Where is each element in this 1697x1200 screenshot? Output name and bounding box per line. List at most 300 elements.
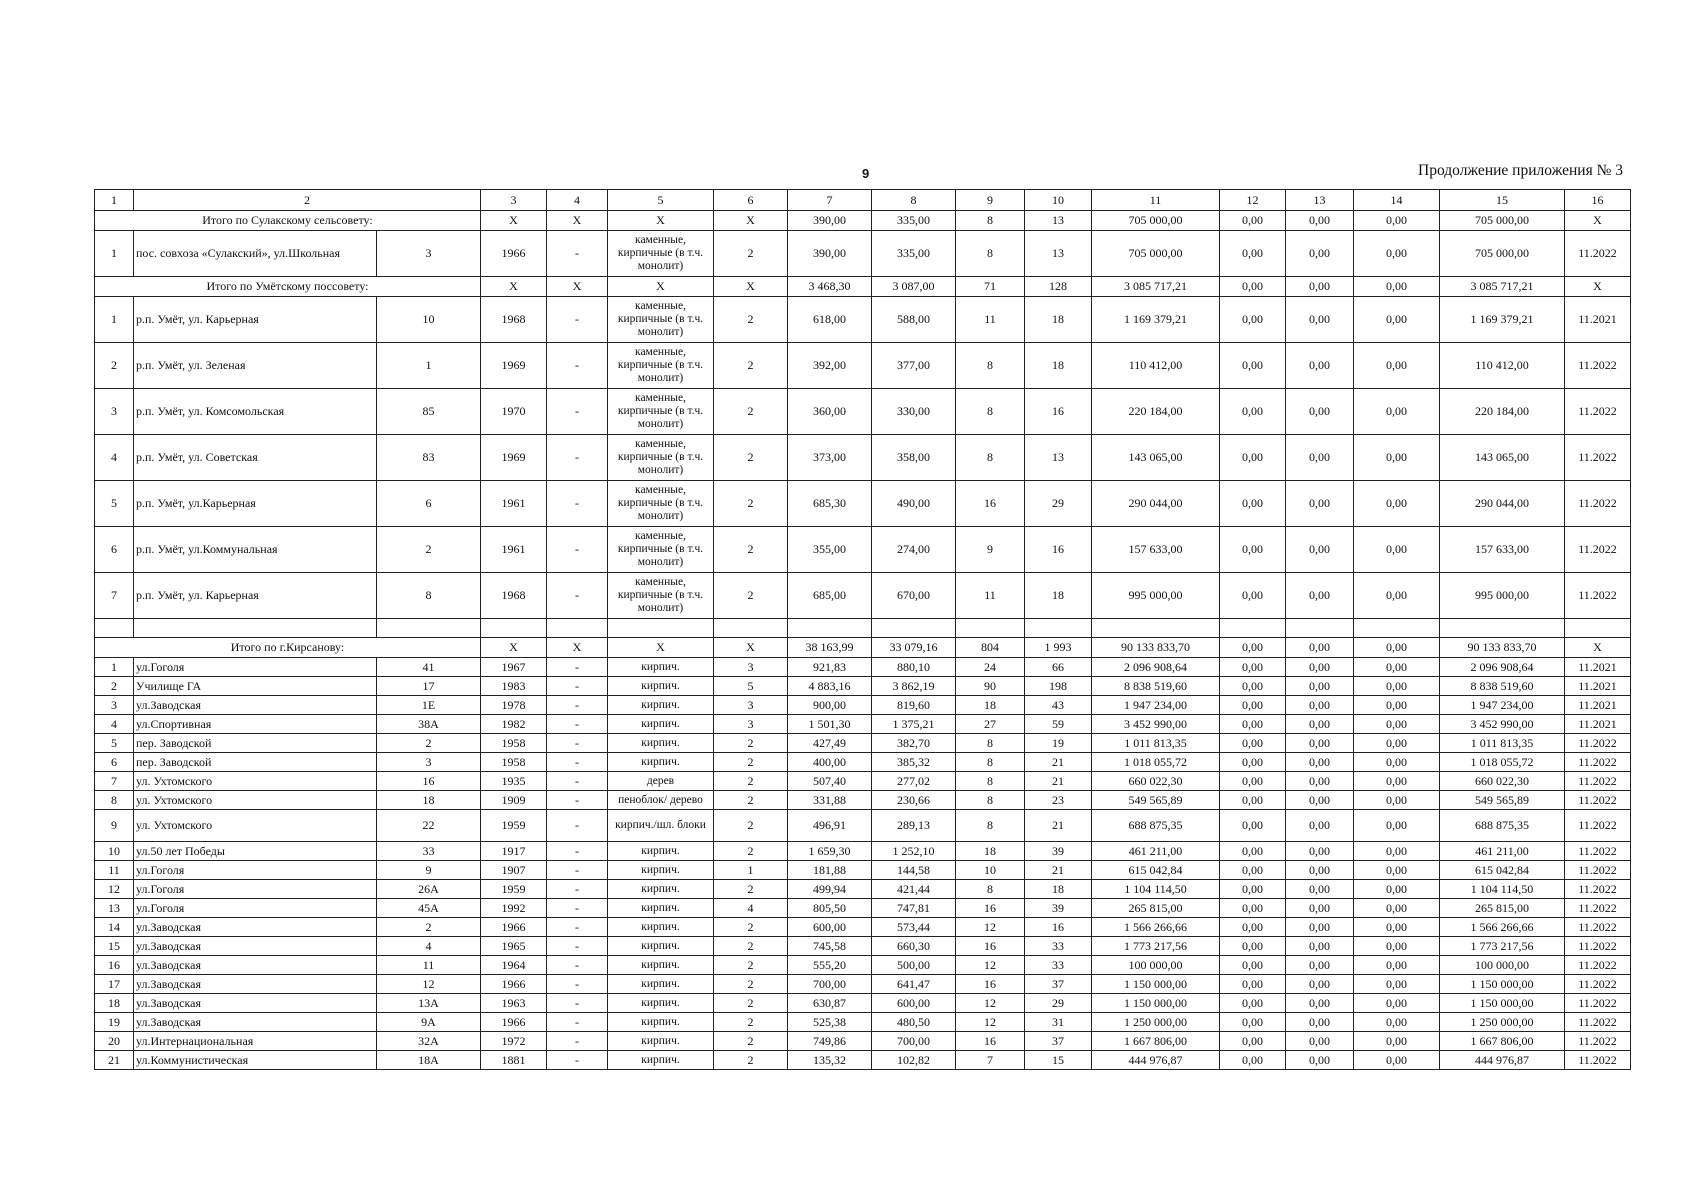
table-cell: 0,00 bbox=[1286, 231, 1354, 277]
table-cell: 11.2022 bbox=[1565, 994, 1631, 1013]
year-cell: 1958 bbox=[481, 753, 547, 772]
subtotal-value: X bbox=[1565, 277, 1631, 297]
table-cell: 0,00 bbox=[1286, 1051, 1354, 1070]
table-cell: 0,00 bbox=[1220, 734, 1286, 753]
table-cell: 16 bbox=[956, 899, 1025, 918]
table-row bbox=[95, 772, 1631, 791]
table-cell: 29 bbox=[1025, 994, 1092, 1013]
table-cell: 0,00 bbox=[1354, 677, 1440, 696]
subtotal-value: X bbox=[714, 211, 788, 231]
table-cell: 0,00 bbox=[1220, 956, 1286, 975]
house-number-cell: 2 bbox=[377, 918, 481, 937]
table-cell: 2 bbox=[714, 1051, 788, 1070]
table-cell: 3 452 990,00 bbox=[1092, 715, 1220, 734]
table-cell: 1 169 379,21 bbox=[1440, 297, 1565, 343]
table-cell: 0,00 bbox=[1354, 918, 1440, 937]
table-cell: 12 bbox=[956, 956, 1025, 975]
table-cell: 0,00 bbox=[1354, 389, 1440, 435]
table-cell: 2 bbox=[714, 1032, 788, 1051]
table-cell: 330,00 bbox=[872, 389, 956, 435]
table-cell: 11.2022 bbox=[1565, 791, 1631, 810]
table-cell: 588,00 bbox=[872, 297, 956, 343]
table-cell: 0,00 bbox=[1354, 842, 1440, 861]
table-cell: 18 bbox=[1025, 343, 1092, 389]
table-cell: 0,00 bbox=[1220, 231, 1286, 277]
blank-cell bbox=[1286, 619, 1354, 638]
column-number: 1 bbox=[95, 190, 134, 211]
table-cell: 549 565,89 bbox=[1092, 791, 1220, 810]
table-cell: 110 412,00 bbox=[1440, 343, 1565, 389]
table-cell: 421,44 bbox=[872, 880, 956, 899]
table-cell: 2 bbox=[714, 389, 788, 435]
column-number: 8 bbox=[872, 190, 956, 211]
housing-table bbox=[94, 189, 1631, 1070]
house-number-cell: 2 bbox=[377, 527, 481, 573]
table-cell: 37 bbox=[1025, 975, 1092, 994]
year-cell: 1978 bbox=[481, 696, 547, 715]
column-number: 5 bbox=[608, 190, 714, 211]
year-cell: 1970 bbox=[481, 389, 547, 435]
blank-cell bbox=[956, 619, 1025, 638]
table-row bbox=[95, 861, 1631, 880]
table-cell: 1 250 000,00 bbox=[1092, 1013, 1220, 1032]
subtotal-value: 13 bbox=[1025, 211, 1092, 231]
table-cell: 143 065,00 bbox=[1440, 435, 1565, 481]
subtotal-value: X bbox=[714, 277, 788, 297]
row-number: 7 bbox=[95, 772, 134, 791]
row-number: 21 bbox=[95, 1051, 134, 1070]
table-cell: 0,00 bbox=[1354, 696, 1440, 715]
table-cell: 11.2021 bbox=[1565, 677, 1631, 696]
year-cell: 1959 bbox=[481, 880, 547, 899]
subtotal-value: X bbox=[1565, 638, 1631, 658]
table-row bbox=[95, 1013, 1631, 1032]
table-cell: 11.2021 bbox=[1565, 696, 1631, 715]
table-row bbox=[95, 956, 1631, 975]
column-number: 15 bbox=[1440, 190, 1565, 211]
table-cell: 0,00 bbox=[1286, 389, 1354, 435]
address-cell: ул.Заводская bbox=[134, 918, 377, 937]
table-cell: 660,30 bbox=[872, 937, 956, 956]
table-cell: 12 bbox=[956, 1013, 1025, 1032]
address-cell: р.п. Умёт, ул. Карьерная bbox=[134, 573, 377, 619]
table-cell: 11.2022 bbox=[1565, 899, 1631, 918]
table-cell: 2 096 908,64 bbox=[1440, 658, 1565, 677]
year-cell: 1966 bbox=[481, 1013, 547, 1032]
table-cell: 8 838 519,60 bbox=[1440, 677, 1565, 696]
table-cell: 444 976,87 bbox=[1440, 1051, 1565, 1070]
subtotal-value: X bbox=[547, 638, 608, 658]
table-cell: 660 022,30 bbox=[1092, 772, 1220, 791]
table-cell: 0,00 bbox=[1286, 810, 1354, 842]
material-cell: каменные, кирпичные (в т.ч. монолит) bbox=[608, 389, 714, 435]
table-row bbox=[95, 297, 1631, 343]
table-cell: 0,00 bbox=[1220, 1051, 1286, 1070]
table-cell: 0,00 bbox=[1286, 861, 1354, 880]
year-cell: 1966 bbox=[481, 975, 547, 994]
table-row bbox=[95, 1032, 1631, 1051]
address-cell: ул.Гоголя bbox=[134, 861, 377, 880]
table-cell: 11.2022 bbox=[1565, 842, 1631, 861]
table-cell: - bbox=[547, 861, 608, 880]
subtotal-row bbox=[95, 211, 1631, 231]
row-number: 13 bbox=[95, 899, 134, 918]
address-cell: ул.Заводская bbox=[134, 696, 377, 715]
subtotal-value: 804 bbox=[956, 638, 1025, 658]
table-cell: 3 bbox=[714, 658, 788, 677]
subtotal-value: 0,00 bbox=[1286, 277, 1354, 297]
material-cell: кирпич. bbox=[608, 994, 714, 1013]
table-cell: 0,00 bbox=[1354, 861, 1440, 880]
table-cell: 688 875,35 bbox=[1440, 810, 1565, 842]
table-cell: 11.2022 bbox=[1565, 481, 1631, 527]
table-cell: 1 659,30 bbox=[788, 842, 872, 861]
table-cell: - bbox=[547, 994, 608, 1013]
table-cell: 0,00 bbox=[1286, 343, 1354, 389]
subtotal-value: 0,00 bbox=[1220, 638, 1286, 658]
material-cell: кирпич. bbox=[608, 696, 714, 715]
row-number: 5 bbox=[95, 481, 134, 527]
table-cell: 641,47 bbox=[872, 975, 956, 994]
table-cell: 144,58 bbox=[872, 861, 956, 880]
table-cell: 16 bbox=[1025, 918, 1092, 937]
row-number: 2 bbox=[95, 677, 134, 696]
table-cell: 100 000,00 bbox=[1092, 956, 1220, 975]
table-cell: 0,00 bbox=[1286, 1013, 1354, 1032]
table-cell: 1 150 000,00 bbox=[1440, 975, 1565, 994]
table-cell: 110 412,00 bbox=[1092, 343, 1220, 389]
house-number-cell: 85 bbox=[377, 389, 481, 435]
table-cell: 377,00 bbox=[872, 343, 956, 389]
table-cell: - bbox=[547, 899, 608, 918]
address-cell: пос. совхоза «Сулакский», ул.Школьная bbox=[134, 231, 377, 277]
table-cell: 220 184,00 bbox=[1440, 389, 1565, 435]
subtotal-value: 3 087,00 bbox=[872, 277, 956, 297]
table-cell: 2 bbox=[714, 810, 788, 842]
table-cell: 0,00 bbox=[1286, 297, 1354, 343]
subtotal-value: 33 079,16 bbox=[872, 638, 956, 658]
table-cell: 13 bbox=[1025, 231, 1092, 277]
year-cell: 1959 bbox=[481, 810, 547, 842]
row-number: 6 bbox=[95, 753, 134, 772]
table-cell: 819,60 bbox=[872, 696, 956, 715]
house-number-cell: 17 bbox=[377, 677, 481, 696]
table-cell: 0,00 bbox=[1220, 937, 1286, 956]
table-cell: 290 044,00 bbox=[1092, 481, 1220, 527]
table-cell: 2 bbox=[714, 231, 788, 277]
table-cell: 0,00 bbox=[1220, 975, 1286, 994]
table-cell: 3 bbox=[714, 715, 788, 734]
row-number: 3 bbox=[95, 696, 134, 715]
blank-row bbox=[95, 619, 1631, 638]
table-cell: 1 104 114,50 bbox=[1440, 880, 1565, 899]
table-cell: 0,00 bbox=[1286, 435, 1354, 481]
table-cell: 1 501,30 bbox=[788, 715, 872, 734]
continuation-title: Продолжение приложения № 3 bbox=[1418, 162, 1623, 179]
subtotal-value: 3 085 717,21 bbox=[1092, 277, 1220, 297]
material-cell: кирпич. bbox=[608, 975, 714, 994]
table-cell: 39 bbox=[1025, 842, 1092, 861]
table-cell: 0,00 bbox=[1286, 677, 1354, 696]
table-cell: 11.2022 bbox=[1565, 435, 1631, 481]
table-cell: 3 452 990,00 bbox=[1440, 715, 1565, 734]
table-cell: 19 bbox=[1025, 734, 1092, 753]
table-cell: 573,44 bbox=[872, 918, 956, 937]
table-cell: 507,40 bbox=[788, 772, 872, 791]
table-row bbox=[95, 435, 1631, 481]
table-row bbox=[95, 658, 1631, 677]
subtotal-label: Итого по Сулакскому сельсовету: bbox=[95, 211, 481, 231]
table-cell: - bbox=[547, 715, 608, 734]
table-row bbox=[95, 573, 1631, 619]
row-number: 2 bbox=[95, 343, 134, 389]
table-cell: 0,00 bbox=[1220, 918, 1286, 937]
table-cell: 700,00 bbox=[872, 1032, 956, 1051]
table-cell: 444 976,87 bbox=[1092, 1051, 1220, 1070]
row-number: 6 bbox=[95, 527, 134, 573]
table-cell: 670,00 bbox=[872, 573, 956, 619]
table-cell: 265 815,00 bbox=[1440, 899, 1565, 918]
table-cell: 15 bbox=[1025, 1051, 1092, 1070]
house-number-cell: 13А bbox=[377, 994, 481, 1013]
table-cell: 8 bbox=[956, 791, 1025, 810]
table-cell: 0,00 bbox=[1220, 677, 1286, 696]
table-row bbox=[95, 734, 1631, 753]
table-cell: 230,66 bbox=[872, 791, 956, 810]
table-cell: 0,00 bbox=[1286, 975, 1354, 994]
row-number: 1 bbox=[95, 231, 134, 277]
subtotal-value: 71 bbox=[956, 277, 1025, 297]
table-cell: 1 375,21 bbox=[872, 715, 956, 734]
table-cell: 615 042,84 bbox=[1440, 861, 1565, 880]
subtotal-value: 1 993 bbox=[1025, 638, 1092, 658]
table-cell: 16 bbox=[956, 975, 1025, 994]
material-cell: кирпич. bbox=[608, 734, 714, 753]
material-cell: кирпич. bbox=[608, 918, 714, 937]
year-cell: 1964 bbox=[481, 956, 547, 975]
column-number: 7 bbox=[788, 190, 872, 211]
material-cell: каменные, кирпичные (в т.ч. монолит) bbox=[608, 481, 714, 527]
table-cell: 2 bbox=[714, 343, 788, 389]
subtotal-label: Итого по г.Кирсанову: bbox=[95, 638, 481, 658]
address-cell: пер. Заводской bbox=[134, 753, 377, 772]
subtotal-value: X bbox=[481, 277, 547, 297]
subtotal-row bbox=[95, 277, 1631, 297]
table-cell: 1 018 055,72 bbox=[1440, 753, 1565, 772]
table-cell: 8 bbox=[956, 734, 1025, 753]
table-cell: 0,00 bbox=[1354, 975, 1440, 994]
table-cell: 265 815,00 bbox=[1092, 899, 1220, 918]
table-cell: 0,00 bbox=[1220, 389, 1286, 435]
house-number-cell: 3 bbox=[377, 753, 481, 772]
table-cell: 5 bbox=[714, 677, 788, 696]
house-number-cell: 9А bbox=[377, 1013, 481, 1032]
table-cell: 2 bbox=[714, 842, 788, 861]
table-cell: 0,00 bbox=[1286, 658, 1354, 677]
address-cell: ул.Заводская bbox=[134, 956, 377, 975]
row-number: 3 bbox=[95, 389, 134, 435]
address-cell: р.п. Умёт, ул.Карьерная bbox=[134, 481, 377, 527]
table-cell: 2 bbox=[714, 994, 788, 1013]
subtotal-value: X bbox=[481, 211, 547, 231]
table-cell: 21 bbox=[1025, 772, 1092, 791]
address-cell: ул.Гоголя bbox=[134, 658, 377, 677]
table-cell: 1 947 234,00 bbox=[1440, 696, 1565, 715]
subtotal-value: 0,00 bbox=[1286, 211, 1354, 231]
table-row bbox=[95, 677, 1631, 696]
table-cell: 525,38 bbox=[788, 1013, 872, 1032]
subtotal-value: 3 468,30 bbox=[788, 277, 872, 297]
table-cell: 496,91 bbox=[788, 810, 872, 842]
blank-cell bbox=[377, 619, 481, 638]
year-cell: 1992 bbox=[481, 899, 547, 918]
table-cell: - bbox=[547, 343, 608, 389]
table-cell: 11.2021 bbox=[1565, 658, 1631, 677]
table-cell: 0,00 bbox=[1220, 527, 1286, 573]
table-cell: 0,00 bbox=[1354, 753, 1440, 772]
table-row bbox=[95, 937, 1631, 956]
table-cell: 0,00 bbox=[1354, 1032, 1440, 1051]
table-cell: 12 bbox=[956, 918, 1025, 937]
row-number: 15 bbox=[95, 937, 134, 956]
table-cell: 11.2022 bbox=[1565, 810, 1631, 842]
table-cell: 2 bbox=[714, 527, 788, 573]
table-cell: 1 773 217,56 bbox=[1440, 937, 1565, 956]
table-cell: 0,00 bbox=[1220, 880, 1286, 899]
table-cell: 2 bbox=[714, 1013, 788, 1032]
table-cell: 921,83 bbox=[788, 658, 872, 677]
table-cell: 2 bbox=[714, 734, 788, 753]
table-cell: 0,00 bbox=[1286, 1032, 1354, 1051]
address-cell: ул.50 лет Победы bbox=[134, 842, 377, 861]
table-cell: 277,02 bbox=[872, 772, 956, 791]
table-cell: - bbox=[547, 297, 608, 343]
house-number-cell: 12 bbox=[377, 975, 481, 994]
table-cell: 33 bbox=[1025, 937, 1092, 956]
table-cell: 745,58 bbox=[788, 937, 872, 956]
table-row bbox=[95, 918, 1631, 937]
table-cell: 600,00 bbox=[788, 918, 872, 937]
table-cell: 11.2022 bbox=[1565, 389, 1631, 435]
year-cell: 1961 bbox=[481, 527, 547, 573]
subtotal-value: X bbox=[608, 211, 714, 231]
table-cell: 23 bbox=[1025, 791, 1092, 810]
table-cell: 427,49 bbox=[788, 734, 872, 753]
column-number: 12 bbox=[1220, 190, 1286, 211]
column-number: 13 bbox=[1286, 190, 1354, 211]
address-cell: ул.Интернациональная bbox=[134, 1032, 377, 1051]
material-cell: каменные, кирпичные (в т.ч. монолит) bbox=[608, 527, 714, 573]
row-number: 1 bbox=[95, 297, 134, 343]
table-cell: 490,00 bbox=[872, 481, 956, 527]
table-cell: 1 250 000,00 bbox=[1440, 1013, 1565, 1032]
table-cell: 59 bbox=[1025, 715, 1092, 734]
year-cell: 1917 bbox=[481, 842, 547, 861]
subtotal-value: 0,00 bbox=[1286, 638, 1354, 658]
table-cell: 995 000,00 bbox=[1092, 573, 1220, 619]
address-cell: р.п. Умёт, ул. Комсомольская bbox=[134, 389, 377, 435]
table-cell: 11.2022 bbox=[1565, 772, 1631, 791]
table-row bbox=[95, 753, 1631, 772]
table-cell: - bbox=[547, 1032, 608, 1051]
table-cell: 0,00 bbox=[1286, 956, 1354, 975]
table-cell: 0,00 bbox=[1286, 715, 1354, 734]
material-cell: кирпич. bbox=[608, 1013, 714, 1032]
address-cell: ул.Коммунистическая bbox=[134, 1051, 377, 1070]
blank-cell bbox=[788, 619, 872, 638]
year-cell: 1966 bbox=[481, 918, 547, 937]
table-cell: 749,86 bbox=[788, 1032, 872, 1051]
table-cell: 555,20 bbox=[788, 956, 872, 975]
table-cell: 461 211,00 bbox=[1440, 842, 1565, 861]
address-cell: р.п. Умёт, ул. Советская bbox=[134, 435, 377, 481]
table-cell: 0,00 bbox=[1220, 810, 1286, 842]
table-cell: 2 bbox=[714, 918, 788, 937]
table-cell: 2 bbox=[714, 937, 788, 956]
table-cell: 4 883,16 bbox=[788, 677, 872, 696]
table-cell: 9 bbox=[956, 527, 1025, 573]
table-cell: 700,00 bbox=[788, 975, 872, 994]
table-cell: 1 bbox=[714, 861, 788, 880]
table-cell: 331,88 bbox=[788, 791, 872, 810]
table-cell: 2 bbox=[714, 573, 788, 619]
table-cell: 0,00 bbox=[1220, 772, 1286, 791]
address-cell: ул.Заводская bbox=[134, 1013, 377, 1032]
table-cell: 0,00 bbox=[1354, 734, 1440, 753]
table-cell: 1 667 806,00 bbox=[1092, 1032, 1220, 1051]
subtotal-value: 8 bbox=[956, 211, 1025, 231]
address-cell: ул.Заводская bbox=[134, 937, 377, 956]
table-cell: 382,70 bbox=[872, 734, 956, 753]
table-cell: 0,00 bbox=[1286, 937, 1354, 956]
table-cell: 705 000,00 bbox=[1440, 231, 1565, 277]
table-cell: - bbox=[547, 481, 608, 527]
table-cell: 0,00 bbox=[1220, 573, 1286, 619]
address-cell: ул.Гоголя bbox=[134, 899, 377, 918]
table-cell: 66 bbox=[1025, 658, 1092, 677]
table-cell: 400,00 bbox=[788, 753, 872, 772]
address-cell: р.п. Умёт, ул. Карьерная bbox=[134, 297, 377, 343]
row-number: 7 bbox=[95, 573, 134, 619]
table-cell: 43 bbox=[1025, 696, 1092, 715]
table-cell: 11.2022 bbox=[1565, 1013, 1631, 1032]
table-cell: 11.2022 bbox=[1565, 734, 1631, 753]
subtotal-value: 0,00 bbox=[1220, 211, 1286, 231]
table-cell: 18 bbox=[956, 696, 1025, 715]
row-number: 8 bbox=[95, 791, 134, 810]
address-cell: р.п. Умёт, ул. Зеленая bbox=[134, 343, 377, 389]
table-cell: 1 252,10 bbox=[872, 842, 956, 861]
table-cell: 390,00 bbox=[788, 231, 872, 277]
table-cell: 11.2022 bbox=[1565, 343, 1631, 389]
table-cell: 0,00 bbox=[1286, 880, 1354, 899]
subtotal-value: 90 133 833,70 bbox=[1092, 638, 1220, 658]
table-row bbox=[95, 810, 1631, 842]
table-row bbox=[95, 842, 1631, 861]
table-cell: 135,32 bbox=[788, 1051, 872, 1070]
table-cell: 274,00 bbox=[872, 527, 956, 573]
column-number: 3 bbox=[481, 190, 547, 211]
table-cell: 1 566 266,66 bbox=[1092, 918, 1220, 937]
table-cell: 1 011 813,35 bbox=[1440, 734, 1565, 753]
table-cell: 11.2022 bbox=[1565, 956, 1631, 975]
address-cell: ул.Заводская bbox=[134, 994, 377, 1013]
table-cell: 2 096 908,64 bbox=[1092, 658, 1220, 677]
house-number-cell: 26А bbox=[377, 880, 481, 899]
table-cell: 688 875,35 bbox=[1092, 810, 1220, 842]
table-row bbox=[95, 343, 1631, 389]
table-cell: 11.2022 bbox=[1565, 573, 1631, 619]
